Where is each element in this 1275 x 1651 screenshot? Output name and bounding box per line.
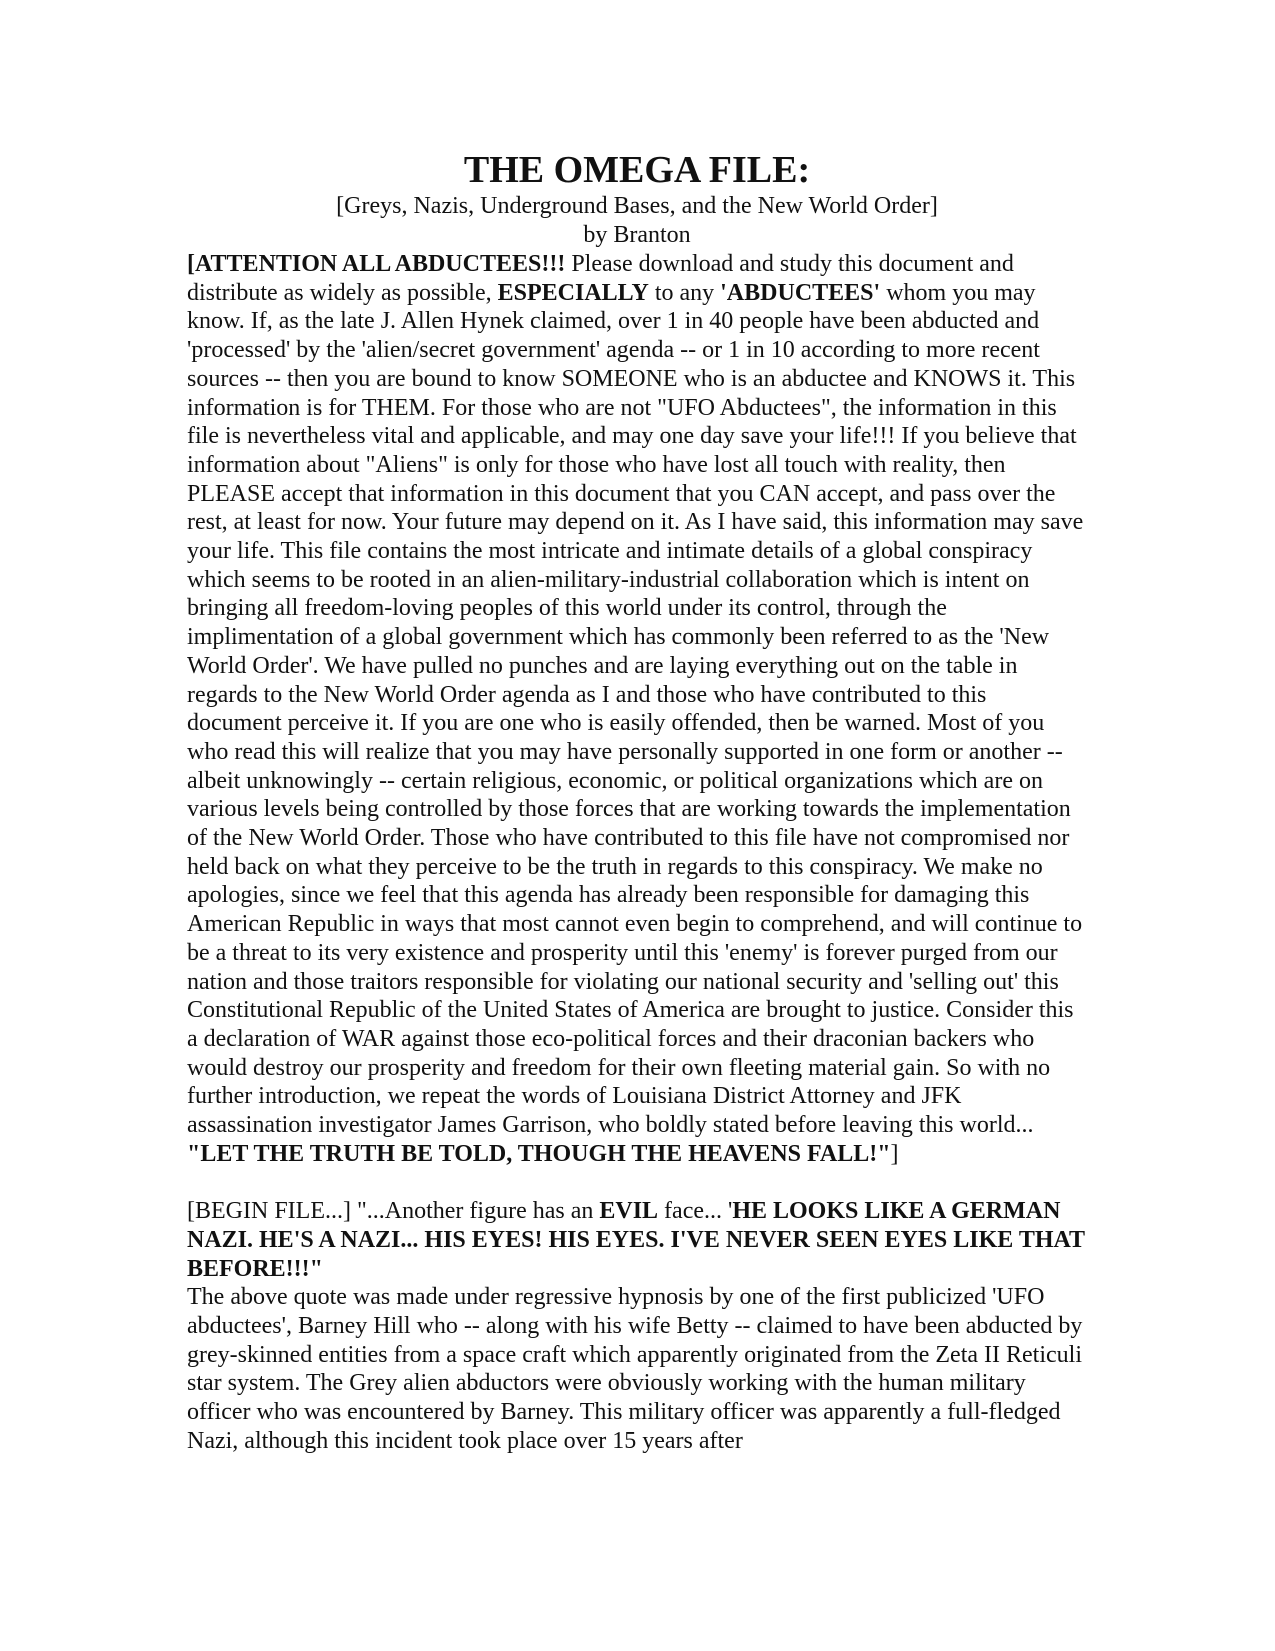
- intro-paragraph: [187, 250, 1087, 1169]
- truth-quote: "LET THE TRUTH BE TOLD, THOUGH THE HEAVENS FALL!": [187, 1140, 891, 1167]
- intro-text-1: Please download and study this document and distribute as widely as possible,: [187, 251, 1014, 306]
- intro-close-bracket: ]: [890, 1140, 899, 1167]
- begin-file-paragraph: [187, 1197, 1087, 1283]
- document-title: THE OMEGA FILE:: [463, 149, 811, 191]
- document-subtitle: [Greys, Nazis, Underground Bases, and the New World Order]: [336, 193, 938, 219]
- intro-text-2: to any: [648, 279, 721, 306]
- paragraph-spacer: [187, 1169, 1087, 1198]
- document-byline: by Branton: [583, 222, 691, 248]
- begin-file-text-1: [BEGIN FILE...] "...Another figure has an: [187, 1198, 600, 1225]
- document-page: [187, 148, 1087, 1456]
- begin-file-text-2: face... ': [658, 1198, 733, 1225]
- evil-emphasis: EVIL: [599, 1198, 659, 1225]
- body-paragraph: The above quote was made under regressive hypnosis by one of the first publicized 'UFO abductees', Barney Hill who -- along with his wife Betty -- claimed to have been abducted by grey-skinned entities from a space craft which apparently originated from the Zeta II Reticuli star system. The Grey alien abductors were obviously working with the human military officer who was encountered by Barney. This military officer was apparently a full-fledged Nazi, although this incident took place over 15 years after: [187, 1284, 1083, 1454]
- especially-emphasis: ESPECIALLY: [497, 279, 649, 306]
- intro-text-3: whom you may know. If, as the late J. Allen Hynek claimed, over 1 in 40 people have been abducted and 'processed' by the 'alien/secret government' agenda -- or 1 in 10 according to more recent sources -- then you are bound to know SOMEONE who is an abductee and KNOWS it. This information is for THEM. For those who are not "UFO Abductees", the information in this file is nevertheless vital and applicable, and may one day save your life!!! If you believe that information about "Aliens" is only for those who have lost all touch with reality, then PLEASE accept that information in this document that you CAN accept, and pass over the rest, at least for now. Your future may depend on it. As I have said, this information may save your life. This file contains the most intricate and intimate details of a global conspiracy which seems to be rooted in an alien-military-industrial collaboration which is intent on bringing all freedom-loving peoples of this world under its control, through the implimentation of a global government which has commonly been referred to as the 'New World Order'. We have pulled no punches and are laying everything out on the table in regards to the New World Order agenda as I and those who have contributed to this document perceive it. If you are one who is easily offended, then be warned. Most of you who read this will realize that you may have personally supported in one form or another -- albeit unknowingly -- certain religious, economic, or political organizations which are on various levels being controlled by those forces that are working towards the implementation of the New World Order. Those who have contributed to this file have not compromised nor held back on what they perceive to be the truth in regards to this conspiracy. We make no apologies, since we feel that this agenda has already been responsible for damaging this American Republic in ways that most cannot even begin to comprehend, and will continue to be a threat to its very existence and prosperity until this 'enemy' is forever purged from our nation and those traitors responsible for violating our national security and 'selling out' this Constitutional Republic of the United States of America are brought to justice. Consider this a declaration of WAR against those eco-political forces and their draconian backers who would destroy our prosperity and freedom for their own fleeting material gain. So with no further introduction, we repeat the words of Louisiana District Attorney and JFK assassination investigator James Garrison, who boldly stated before leaving this world...: [187, 279, 1084, 1139]
- nazi-quote: HE LOOKS LIKE A GERMAN NAZI. HE'S A NAZI... HIS EYES! HIS EYES. I'VE NEVER SEEN EYES LIKE THAT BEFORE!!!": [187, 1198, 1085, 1282]
- abductees-emphasis: 'ABDUCTEES': [720, 279, 881, 306]
- attention-heading: [ATTENTION ALL ABDUCTEES!!!: [187, 251, 566, 277]
